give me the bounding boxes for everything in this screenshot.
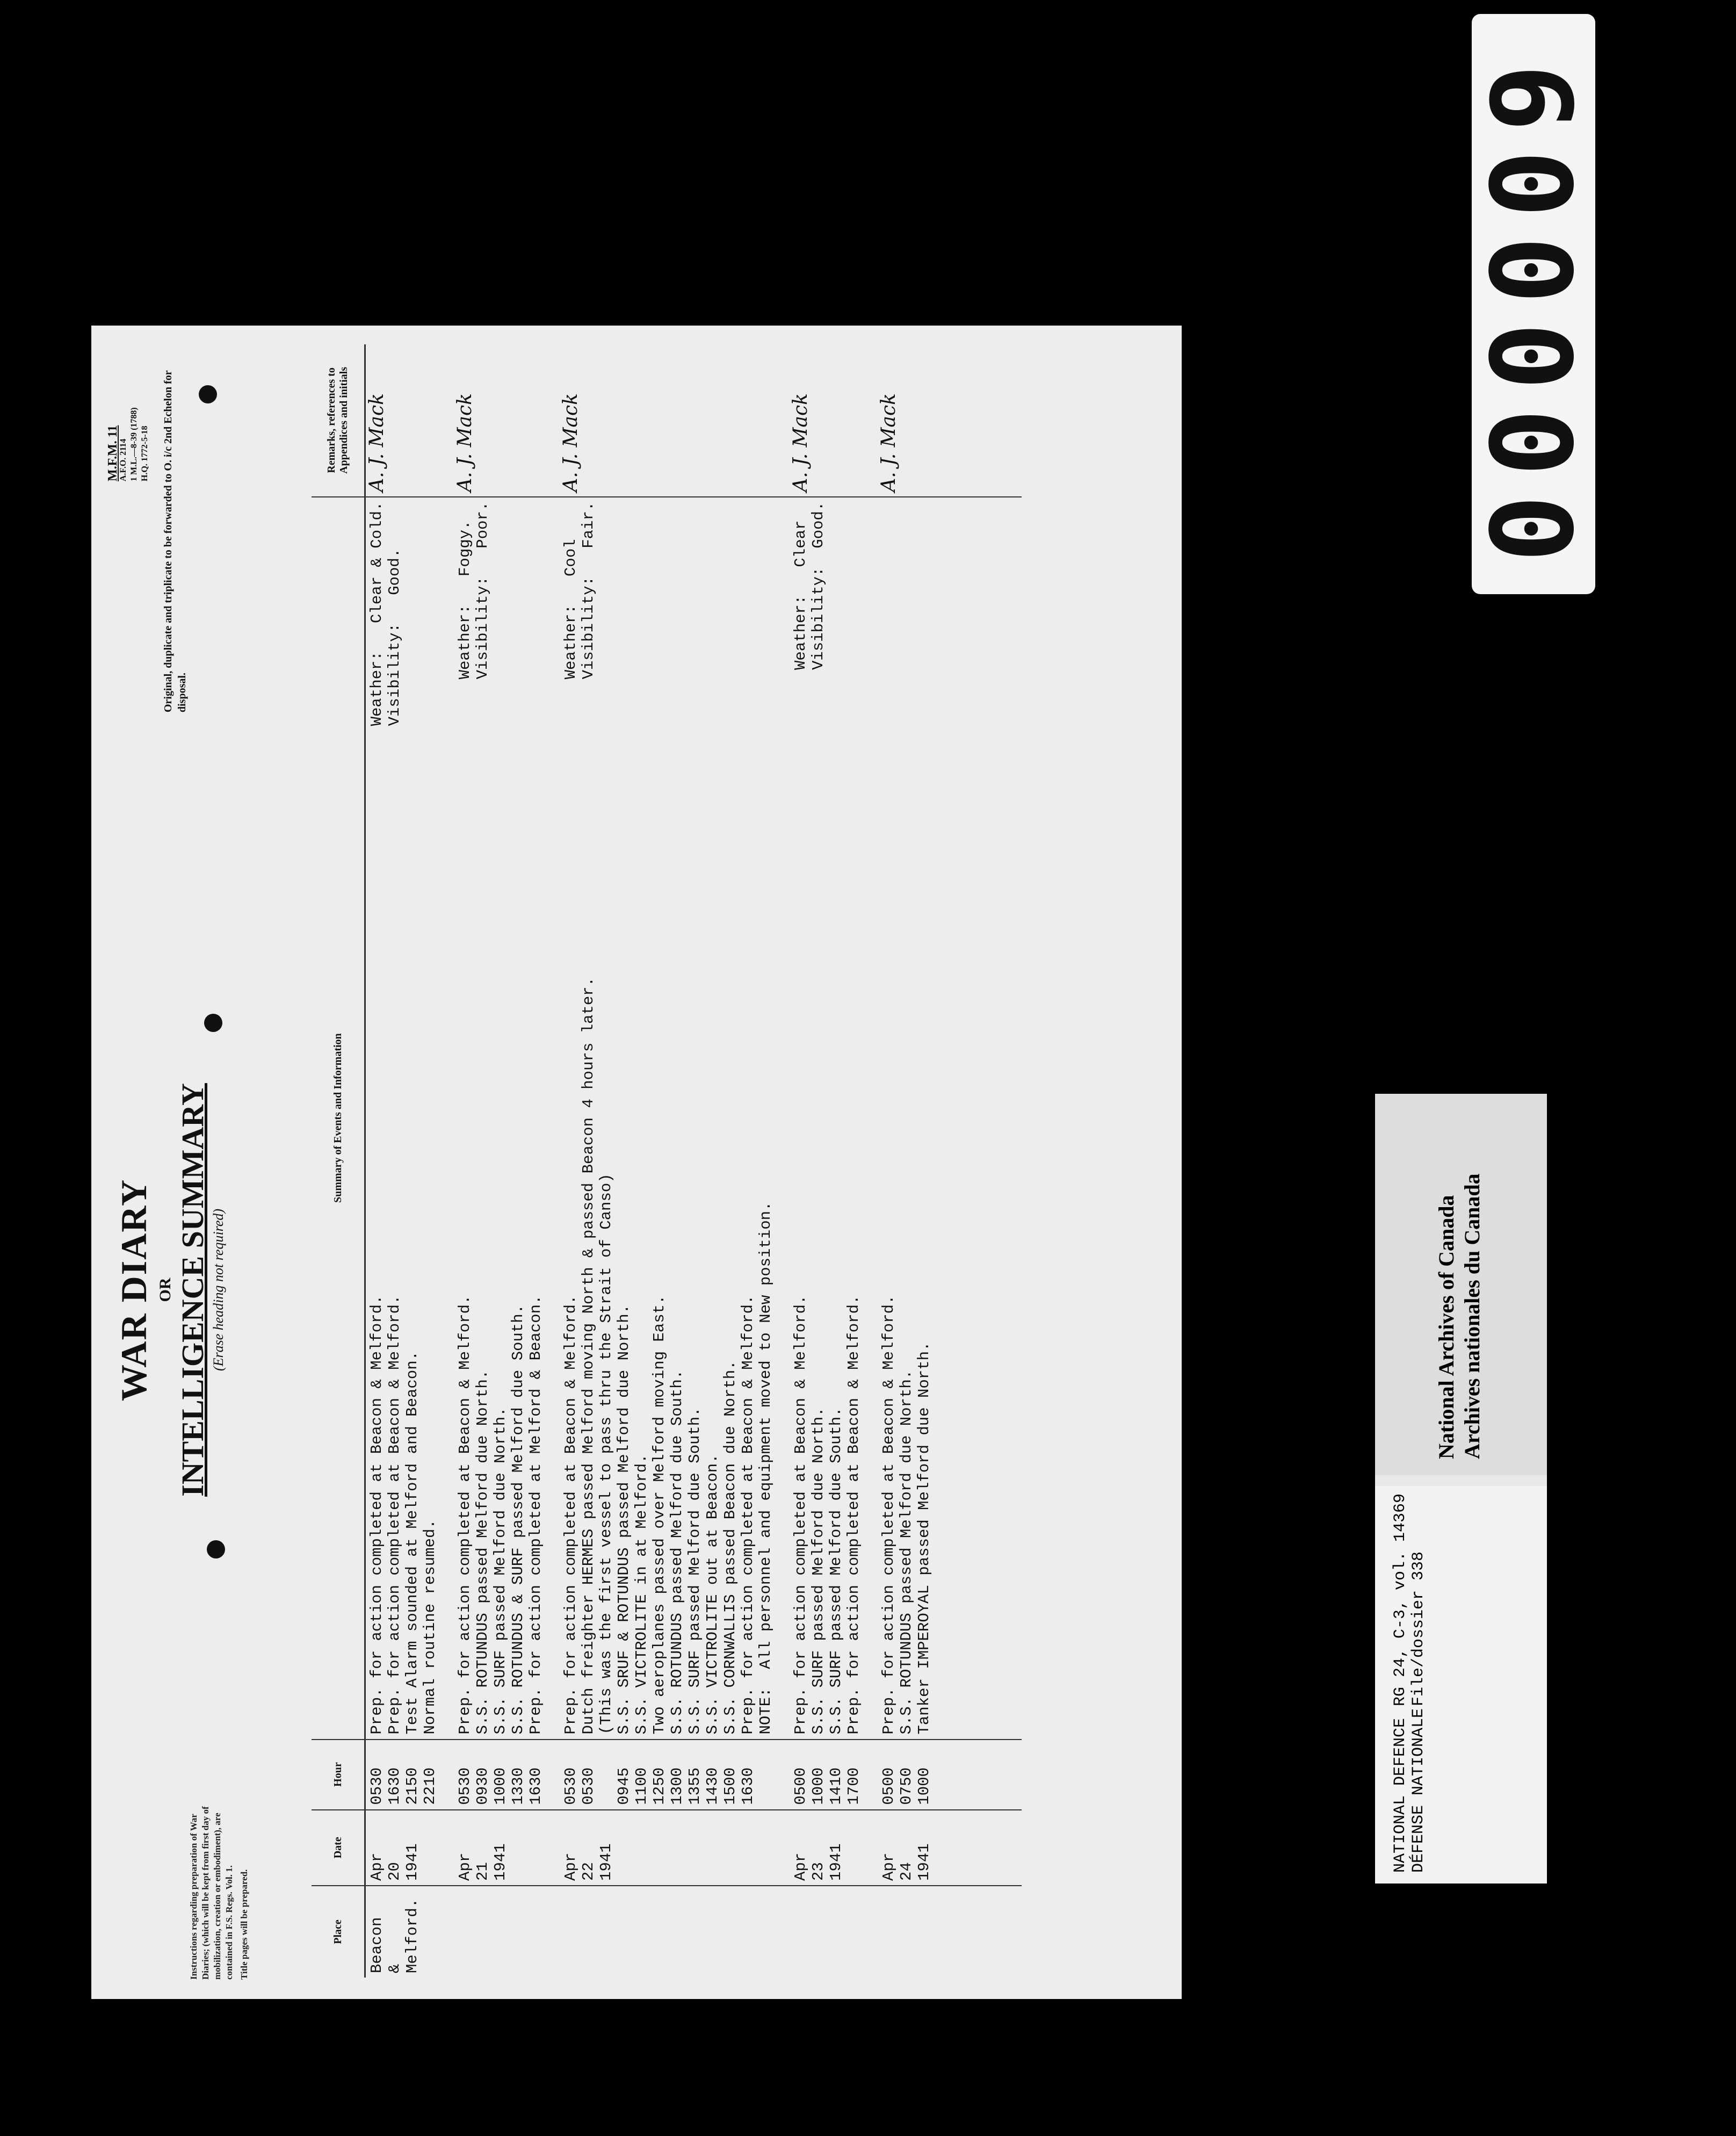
events-text: Prep. for action completed at Beacon & Melford. S.S. SURF passed Melford due North. S.S. SURF passed Melford due South. Prep. for action completed at Beacon & Melford.: [792, 1295, 863, 1735]
form-ref-line: H.Q. 1772-5-18: [140, 425, 149, 481]
place-cell: [441, 1886, 547, 1978]
events-text: Prep. for action completed at Beacon & Melford. Prep. for action completed at Beacon & Melford. Test Alarm sounded at Melford and Beacon. Normal routine resumed.: [368, 1295, 439, 1735]
page-subtitle: INTELLIGENCE SUMMARY: [175, 1083, 210, 1497]
initials-signature: A. J. Mack: [366, 393, 388, 492]
diary-table: [312, 344, 1022, 1978]
form-reference: [107, 347, 150, 481]
table-row: [777, 344, 865, 1978]
file-ref: File/dossier 338: [1409, 1551, 1428, 1706]
place-cell: [547, 1886, 777, 1978]
hour-cell: 0530 0930 1000 1330 1630: [441, 1740, 547, 1810]
form-id: M.F.M. 11: [106, 425, 120, 481]
place-cell: [777, 1886, 865, 1978]
form-ref-line: A.F.O. 2114: [119, 438, 128, 481]
remarks-cell: [865, 344, 1022, 497]
disposal-note: Original, duplicate and triplicate to be forwarded to O. i/c 2nd Echelon for disposal.: [162, 370, 188, 712]
title-or: OR: [156, 1278, 174, 1302]
archive-name-fr: Archives nationales du Canada: [1460, 1173, 1484, 1459]
dept-en: NATIONAL DEFENCE: [1391, 1718, 1409, 1873]
remarks-cell: [777, 344, 865, 497]
summary-cell: [441, 497, 547, 1740]
punch-hole: [199, 385, 217, 403]
archive-reference: [1375, 1486, 1547, 1884]
events-text: Prep. for action completed at Beacon & Melford. S.S. ROTUNDUS passed Melford due North. S.S. SURF passed Melford due North. S.S. ROTUNDUS & SURF passed Melford due South. Prep. for action completed at Melford & Beacon.: [456, 1295, 545, 1735]
hour-cell: 0500 0750 1000: [865, 1740, 1022, 1810]
hour-cell: 0500 1000 1410 1700: [777, 1740, 865, 1810]
date-cell: Apr 22 1941: [547, 1810, 777, 1886]
date-cell: Apr 20 1941: [365, 1810, 442, 1886]
record-group-ref: RG 24, C-3, vol. 14369: [1391, 1493, 1409, 1706]
initials-signature: A. J. Mack: [878, 393, 900, 492]
initials-signature: A. J. Mack: [560, 393, 582, 492]
table-row: [865, 344, 1022, 1978]
events-text: Prep. for action completed at Beacon & Melford. Dutch freighter HERMES passed Melford moving North & passed Beacon 4 hours later. (This was the first vessel to pass thru the Strait of Canso) S.S. SRUF & ROTUNDUS passed Melford due North. S.S. VICTROLITE in at Melford. Two aeroplanes passed over Melford moving East. S.S. ROTUNDUS passed Melford due South. S.S. SURF passed Melford due South. S.S. VICTROLITE out at Beacon. S.S. CORNWALLIS passed Beacon due North. Prep. for action completed at Beacon & Melford. NOTE: All personnel and equipment moved to New position.: [562, 977, 775, 1735]
table-row: [365, 344, 442, 1978]
archive-name-en: National Archives of Canada: [1434, 1195, 1458, 1459]
remarks-cell: [441, 344, 547, 497]
events-text: Prep. for action completed at Beacon & Melford. S.S. ROTUNDUS passed Melford due North. Tanker IMPEROYAL passed Melford due North.: [880, 1295, 933, 1735]
weather-text: Weather: Clear & Cold. Visibility: Good.: [368, 501, 403, 726]
table-header-row: [312, 344, 365, 1978]
hour-cell: 0530 1630 2150 2210: [365, 1740, 442, 1810]
header-remarks: Remarks, references to Appendices and initials: [312, 344, 365, 497]
erase-note: (Erase heading not required): [211, 1208, 226, 1372]
weather-text: Weather: Clear Visibility: Good.: [792, 501, 827, 670]
dept-fr: DÉFENSE NATIONALE: [1409, 1708, 1428, 1873]
table-row: [441, 344, 547, 1978]
header-place: Place: [312, 1886, 365, 1978]
title-pages-note: Title pages will be prepared.: [239, 1869, 249, 1980]
header-hour: Hour: [312, 1740, 365, 1810]
archive-name: [1375, 1094, 1547, 1475]
frame-number: 000009: [1472, 14, 1595, 594]
hour-cell: 0530 0530 0945 1100 1250 1300 1355 1430 1500 1630: [547, 1740, 777, 1810]
date-cell: Apr 23 1941: [777, 1810, 865, 1886]
remarks-cell: [365, 344, 442, 497]
header-date: Date: [312, 1810, 365, 1886]
summary-cell: [365, 497, 442, 1740]
form-ref-line: 1 M.L.—8-39 (1788): [129, 407, 139, 481]
archive-label: [1375, 1094, 1547, 1884]
date-cell: Apr 21 1941: [441, 1810, 547, 1886]
instructions: [188, 1786, 254, 1980]
initials-signature: A. J. Mack: [790, 393, 812, 492]
instructions-text: Instructions regarding preparation of War Diaries; (which will be kept from first day of mobilization, creation or embodiment), are contained in F.S. Regs. Vol. 1.: [189, 1806, 234, 1980]
page-title: WAR DIARY: [113, 1178, 154, 1402]
title-block: [113, 968, 227, 1612]
table-row: [547, 344, 777, 1978]
war-diary-form: [91, 326, 1182, 1999]
summary-cell: [865, 497, 1022, 1740]
weather-text: Weather: Foggy. Visibility: Poor.: [456, 501, 491, 680]
initials-signature: A. J. Mack: [454, 393, 476, 492]
summary-cell: [547, 497, 777, 1740]
place-cell: Beacon & Melford.: [365, 1886, 442, 1978]
remarks-cell: [547, 344, 777, 497]
weather-text: Weather: Cool Visibility: Fair.: [562, 501, 597, 680]
summary-cell: [777, 497, 865, 1740]
place-cell: [865, 1886, 1022, 1978]
header-summary: Summary of Events and Information: [312, 497, 365, 1740]
date-cell: Apr 24 1941: [865, 1810, 1022, 1886]
